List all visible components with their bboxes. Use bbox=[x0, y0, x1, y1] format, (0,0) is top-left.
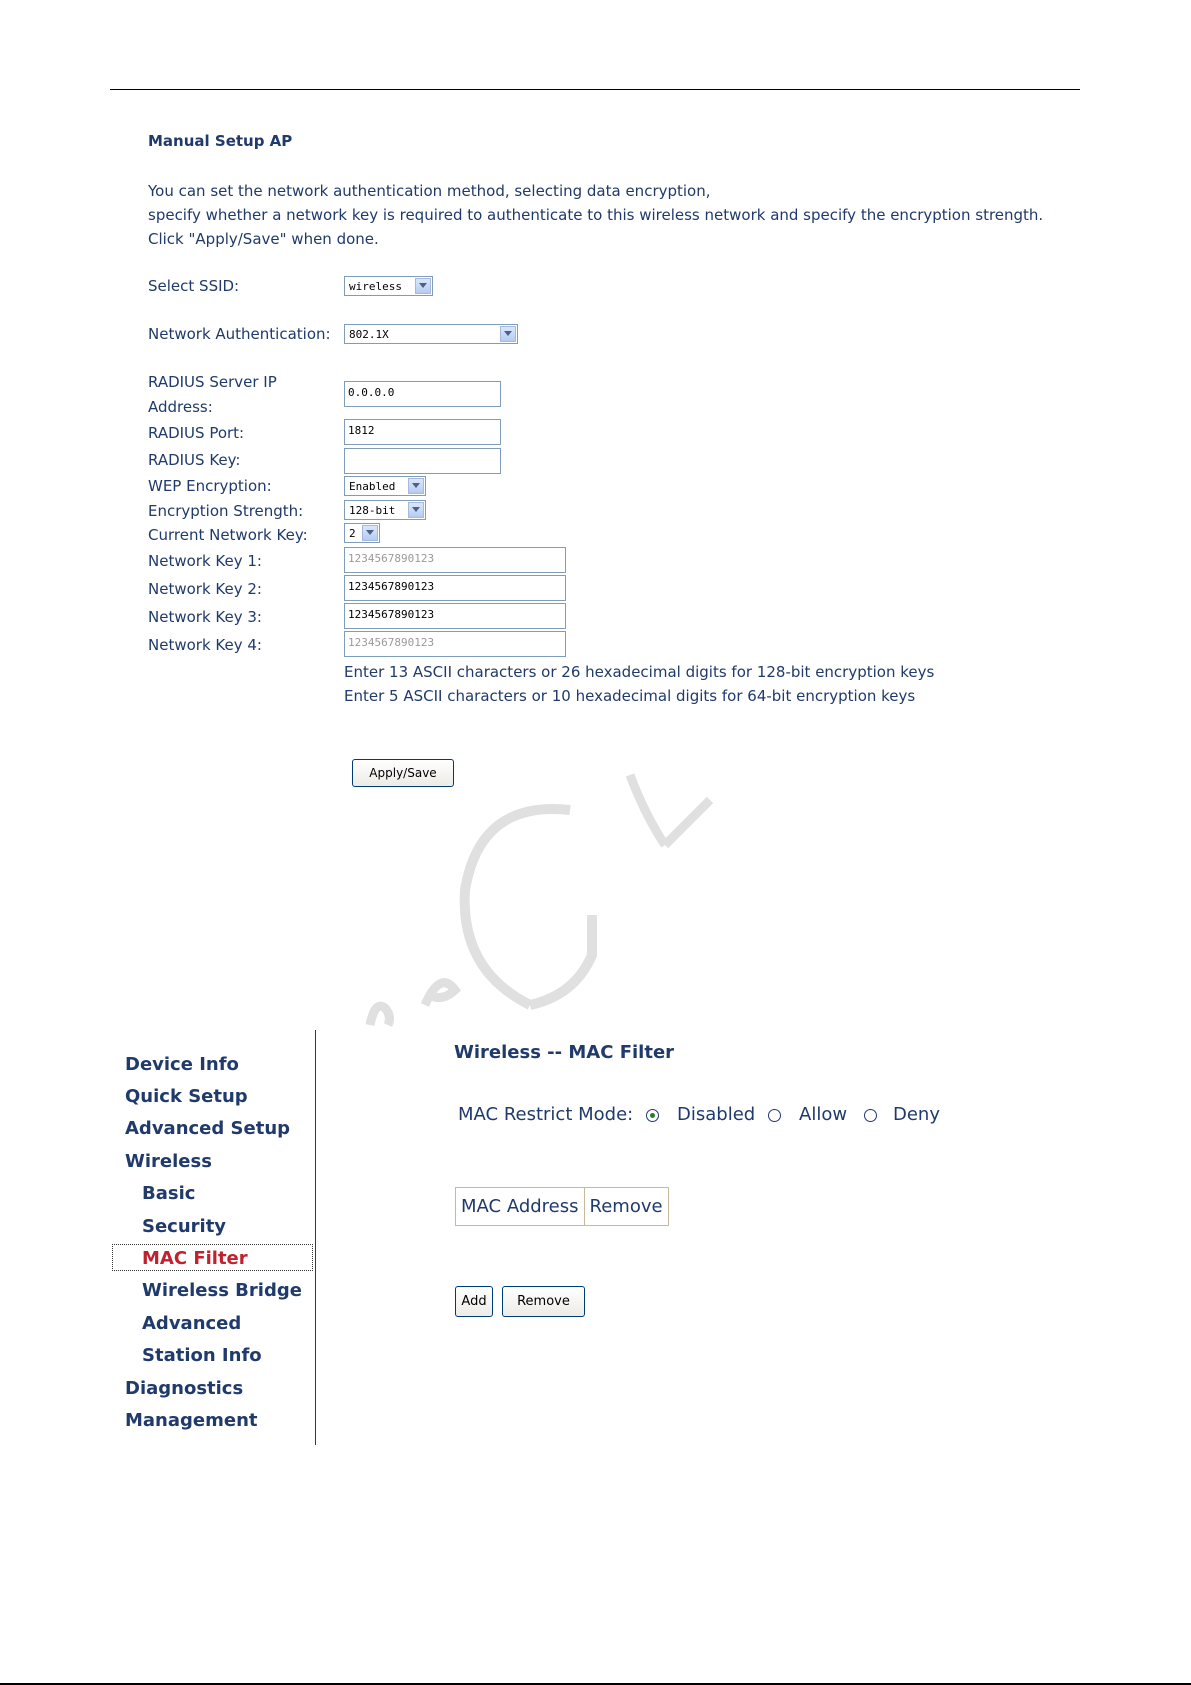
radius-ip-label-line2: Address: bbox=[148, 398, 213, 416]
wep-encryption-select[interactable] bbox=[344, 476, 426, 496]
apply-save-button[interactable]: Apply/Save bbox=[352, 759, 454, 787]
ssid-select-value: wireless bbox=[349, 280, 402, 293]
network-key-4-label: Network Key 4: bbox=[148, 636, 262, 654]
network-key-3-label: Network Key 3: bbox=[148, 608, 262, 626]
radio-allow[interactable] bbox=[768, 1109, 781, 1122]
description-line-2: specify whether a network key is required to authenticate to this wireless network and specify the encryption strength. bbox=[148, 206, 1044, 224]
network-key-2-input[interactable]: 1234567890123 bbox=[344, 575, 566, 601]
radius-port-input[interactable]: 1812 bbox=[344, 419, 501, 445]
hint-64bit: Enter 5 ASCII characters or 10 hexadecimal digits for 64-bit encryption keys bbox=[344, 687, 916, 705]
chevron-down-icon bbox=[415, 278, 431, 294]
manual-setup-title: Manual Setup AP bbox=[148, 132, 293, 150]
network-key-4-input[interactable]: 1234567890123 bbox=[344, 631, 566, 657]
encryption-strength-label: Encryption Strength: bbox=[148, 502, 304, 520]
mac-filter-title: Wireless -- MAC Filter bbox=[454, 1042, 675, 1063]
nav-item-mac-filter[interactable]: MAC Filter bbox=[142, 1248, 248, 1269]
nav-item-security[interactable]: Security bbox=[142, 1216, 227, 1237]
add-button[interactable]: Add bbox=[455, 1286, 493, 1317]
nav-item-quick-setup[interactable]: Quick Setup bbox=[125, 1086, 248, 1107]
network-key-1-input[interactable]: 1234567890123 bbox=[344, 547, 566, 573]
description-line-3: Click "Apply/Save" when done. bbox=[148, 230, 379, 248]
ssid-select[interactable] bbox=[344, 276, 433, 296]
mac-address-table bbox=[455, 1187, 669, 1226]
radio-disabled[interactable] bbox=[646, 1109, 659, 1122]
radio-disabled-label: Disabled bbox=[677, 1104, 756, 1125]
nav-item-basic[interactable]: Basic bbox=[142, 1183, 196, 1204]
wep-encryption-value: Enabled bbox=[349, 480, 396, 493]
encryption-strength-value: 128-bit bbox=[349, 504, 396, 517]
radio-deny-label: Deny bbox=[893, 1104, 940, 1125]
chevron-down-icon bbox=[500, 326, 516, 342]
network-key-1-label: Network Key 1: bbox=[148, 552, 262, 570]
select-ssid-label: Select SSID: bbox=[148, 277, 240, 295]
chevron-down-icon bbox=[362, 525, 378, 541]
radius-key-label: RADIUS Key: bbox=[148, 451, 241, 469]
current-key-select[interactable] bbox=[344, 523, 380, 543]
remove-column-header: Remove bbox=[584, 1188, 668, 1226]
current-key-label: Current Network Key: bbox=[148, 526, 308, 544]
wep-encryption-label: WEP Encryption: bbox=[148, 477, 272, 495]
watermark-graphic bbox=[330, 770, 750, 1030]
chevron-down-icon bbox=[408, 502, 424, 518]
nav-item-advanced-setup[interactable]: Advanced Setup bbox=[125, 1118, 291, 1139]
chevron-down-icon bbox=[408, 478, 424, 494]
encryption-strength-select[interactable] bbox=[344, 500, 426, 520]
mac-address-column-header: MAC Address bbox=[456, 1188, 585, 1226]
hint-128bit: Enter 13 ASCII characters or 26 hexadecimal digits for 128-bit encryption keys bbox=[344, 663, 935, 681]
description-line-1: You can set the network authentication method, selecting data encryption, bbox=[148, 182, 711, 200]
radio-allow-label: Allow bbox=[799, 1104, 848, 1125]
radius-port-label: RADIUS Port: bbox=[148, 424, 245, 442]
remove-button[interactable]: Remove bbox=[502, 1286, 585, 1317]
nav-item-management[interactable]: Management bbox=[125, 1410, 258, 1431]
network-auth-label: Network Authentication: bbox=[148, 325, 331, 343]
nav-item-wireless[interactable]: Wireless bbox=[125, 1151, 212, 1172]
network-auth-value: 802.1X bbox=[349, 328, 389, 341]
nav-item-wireless-bridge[interactable]: Wireless Bridge bbox=[142, 1280, 302, 1301]
radius-ip-label-line1: RADIUS Server IP bbox=[148, 373, 277, 391]
current-key-value: 2 bbox=[349, 527, 356, 540]
nav-item-diagnostics[interactable]: Diagnostics bbox=[125, 1378, 244, 1399]
network-key-3-input[interactable]: 1234567890123 bbox=[344, 603, 566, 629]
table-header-row bbox=[456, 1188, 669, 1226]
nav-divider bbox=[315, 1030, 316, 1445]
network-key-2-label: Network Key 2: bbox=[148, 580, 262, 598]
network-auth-select[interactable] bbox=[344, 324, 518, 344]
nav-item-station-info[interactable]: Station Info bbox=[142, 1345, 262, 1366]
page-top-rule bbox=[110, 89, 1080, 90]
radius-ip-input[interactable]: 0.0.0.0 bbox=[344, 381, 501, 407]
mac-restrict-mode-label: MAC Restrict Mode: bbox=[458, 1104, 634, 1125]
nav-item-advanced[interactable]: Advanced bbox=[142, 1313, 242, 1334]
radius-key-input[interactable] bbox=[344, 448, 501, 474]
radio-deny[interactable] bbox=[864, 1109, 877, 1122]
nav-item-device-info[interactable]: Device Info bbox=[125, 1054, 239, 1075]
